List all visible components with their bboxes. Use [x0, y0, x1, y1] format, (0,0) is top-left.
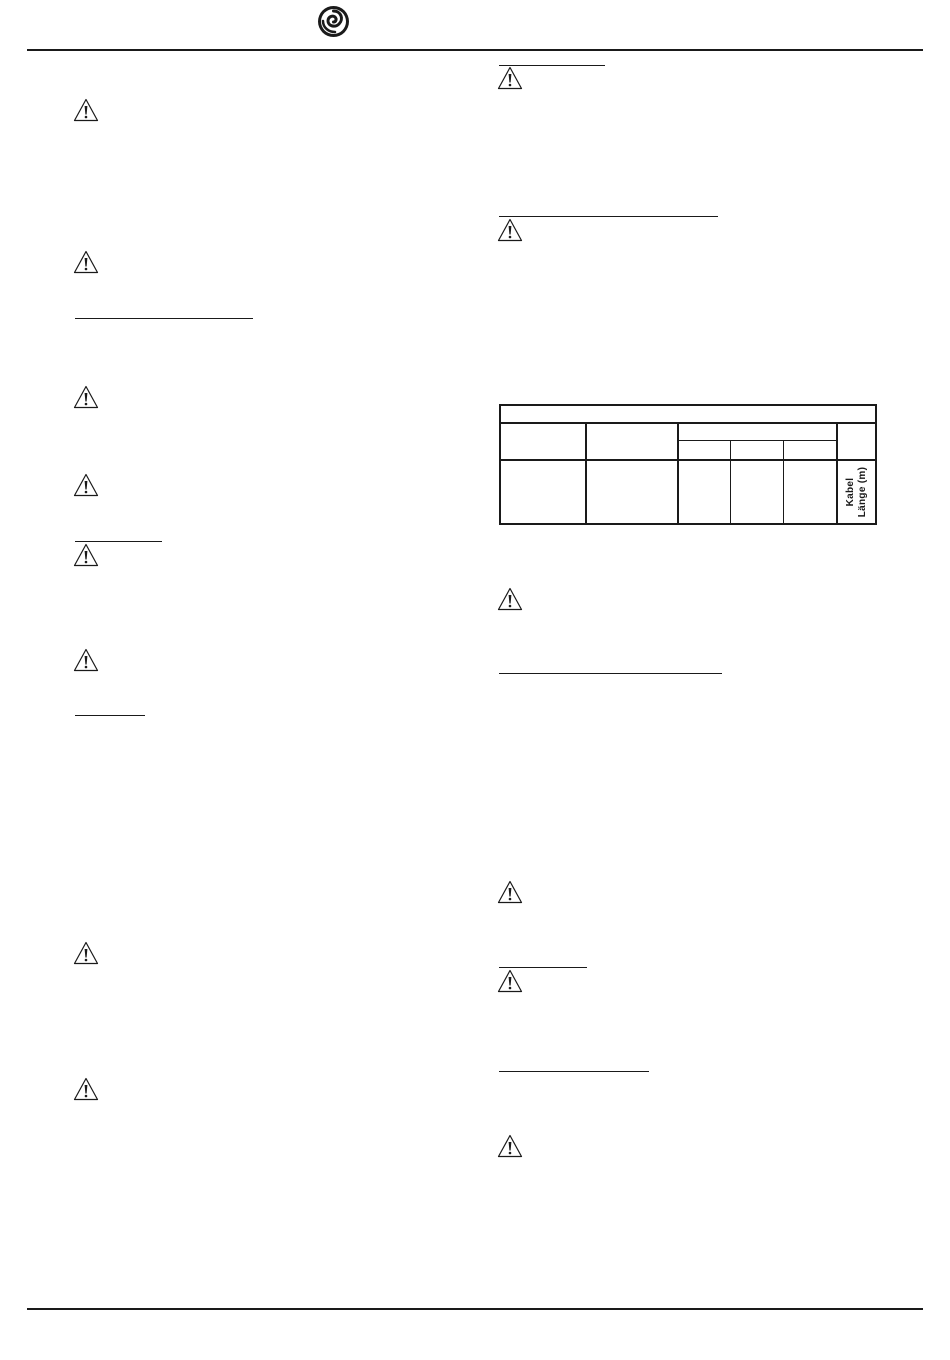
- section-heading-underline: [499, 216, 718, 217]
- table-header-line-2: Länge (m): [857, 466, 868, 518]
- warning-icon: [497, 1134, 523, 1158]
- warning-icon: [73, 648, 99, 672]
- table-header-line-1: Kabel: [845, 477, 856, 507]
- table-col-divider: [677, 423, 679, 524]
- table-col-divider: [585, 423, 587, 524]
- warning-icon: [73, 941, 99, 965]
- warning-icon: [497, 66, 523, 90]
- table-subheader-divider: [678, 440, 837, 441]
- table-border-bottom: [499, 523, 877, 525]
- warning-icon: [497, 969, 523, 993]
- section-heading-underline: [499, 967, 587, 968]
- brand-spiral-logo-icon: [317, 5, 350, 38]
- section-heading-underline: [75, 715, 145, 716]
- warning-icon: [73, 543, 99, 567]
- table-header-cable-length: [838, 460, 876, 524]
- table-row-divider: [499, 459, 877, 461]
- section-heading-underline: [75, 318, 253, 319]
- section-heading-underline: [499, 1071, 649, 1072]
- warning-icon: [73, 250, 99, 274]
- warning-icon: [497, 218, 523, 242]
- warning-icon: [73, 98, 99, 122]
- warning-icon: [73, 385, 99, 409]
- cable-length-table: [499, 404, 877, 525]
- section-heading-underline: [75, 541, 162, 542]
- warning-icon: [497, 587, 523, 611]
- warning-icon: [497, 880, 523, 904]
- warning-icon: [73, 1077, 99, 1101]
- table-col-divider: [783, 440, 784, 524]
- table-border-top: [499, 404, 877, 406]
- footer-rule: [27, 1308, 923, 1310]
- warning-icon: [73, 473, 99, 497]
- section-heading-underline: [499, 673, 722, 674]
- table-col-divider: [730, 440, 731, 524]
- table-row-divider: [499, 422, 877, 424]
- header-rule: [27, 49, 923, 51]
